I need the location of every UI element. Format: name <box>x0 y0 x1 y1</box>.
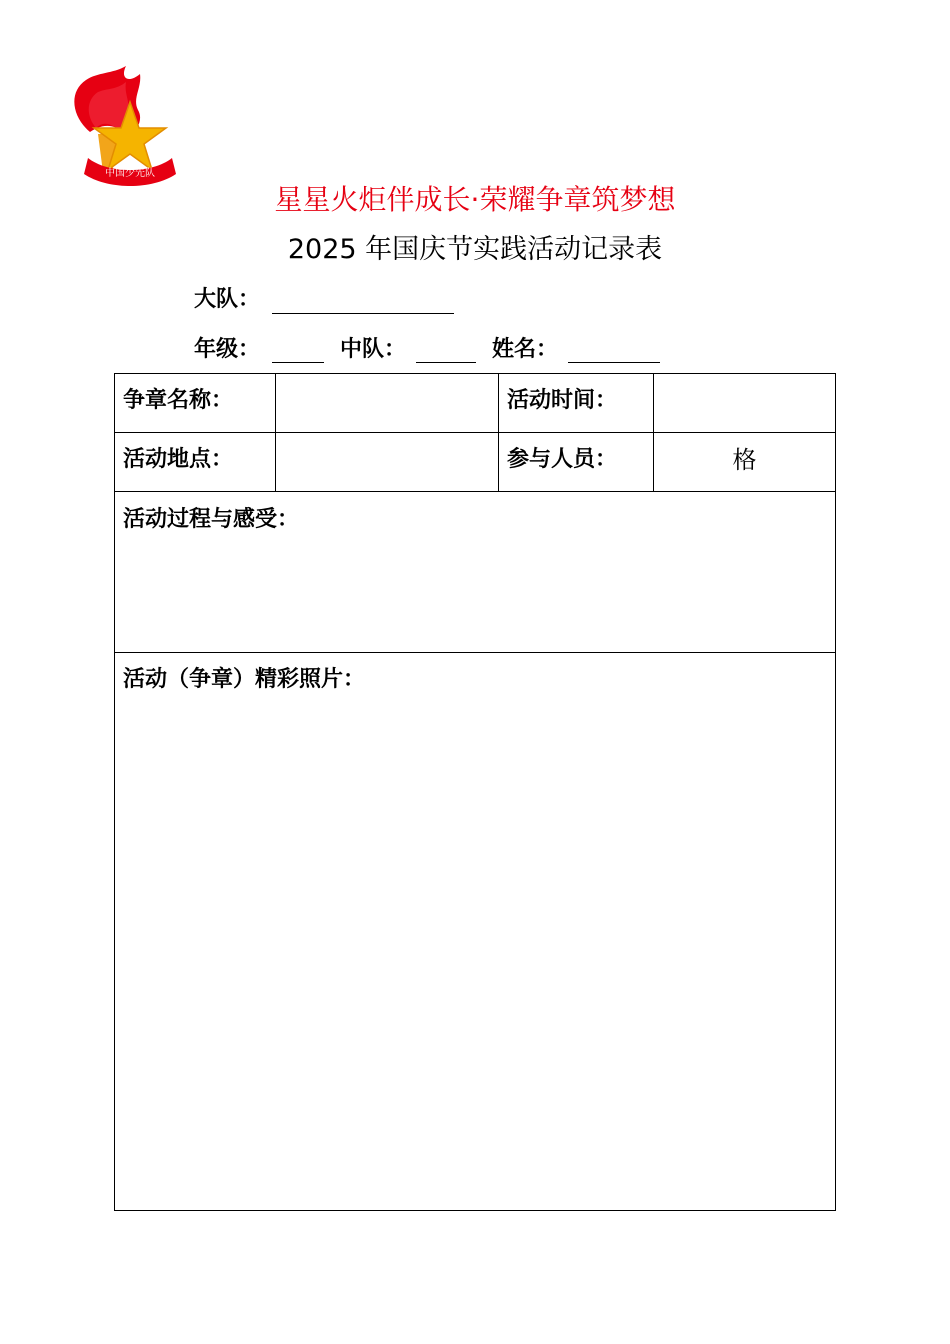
name-blank[interactable] <box>568 362 660 363</box>
process-area[interactable] <box>115 492 835 652</box>
photos-label: 活动（争章）精彩照片： <box>123 667 366 692</box>
record-table <box>114 373 836 1211</box>
squadron-blank[interactable] <box>416 362 476 363</box>
badge-name-label: 争章名称： <box>123 388 234 413</box>
grade-label: 年级： <box>194 337 261 362</box>
process-label: 活动过程与感受： <box>123 507 300 532</box>
activity-time-label: 活动时间： <box>507 388 618 413</box>
young-pioneers-logo <box>68 62 180 192</box>
col-divider <box>498 374 499 491</box>
photos-area[interactable] <box>115 653 835 1210</box>
brigade-blank[interactable] <box>272 313 454 314</box>
col-divider <box>275 374 276 491</box>
main-title: 星星火炬伴成长·荣耀争章筑梦想 <box>274 183 676 216</box>
grade-blank[interactable] <box>272 362 324 363</box>
brigade-label: 大队： <box>194 287 261 312</box>
participants-label: 参与人员： <box>507 447 618 472</box>
row-divider <box>115 432 835 433</box>
name-label: 姓名： <box>492 337 559 362</box>
squadron-label: 中队： <box>340 337 407 362</box>
logo-ribbon-text: 中国少先队 <box>105 168 155 179</box>
sub-title: 2025 年国庆节实践活动记录表 <box>287 234 663 265</box>
participants-field[interactable]: 格 <box>732 446 757 474</box>
location-label: 活动地点： <box>123 447 234 472</box>
